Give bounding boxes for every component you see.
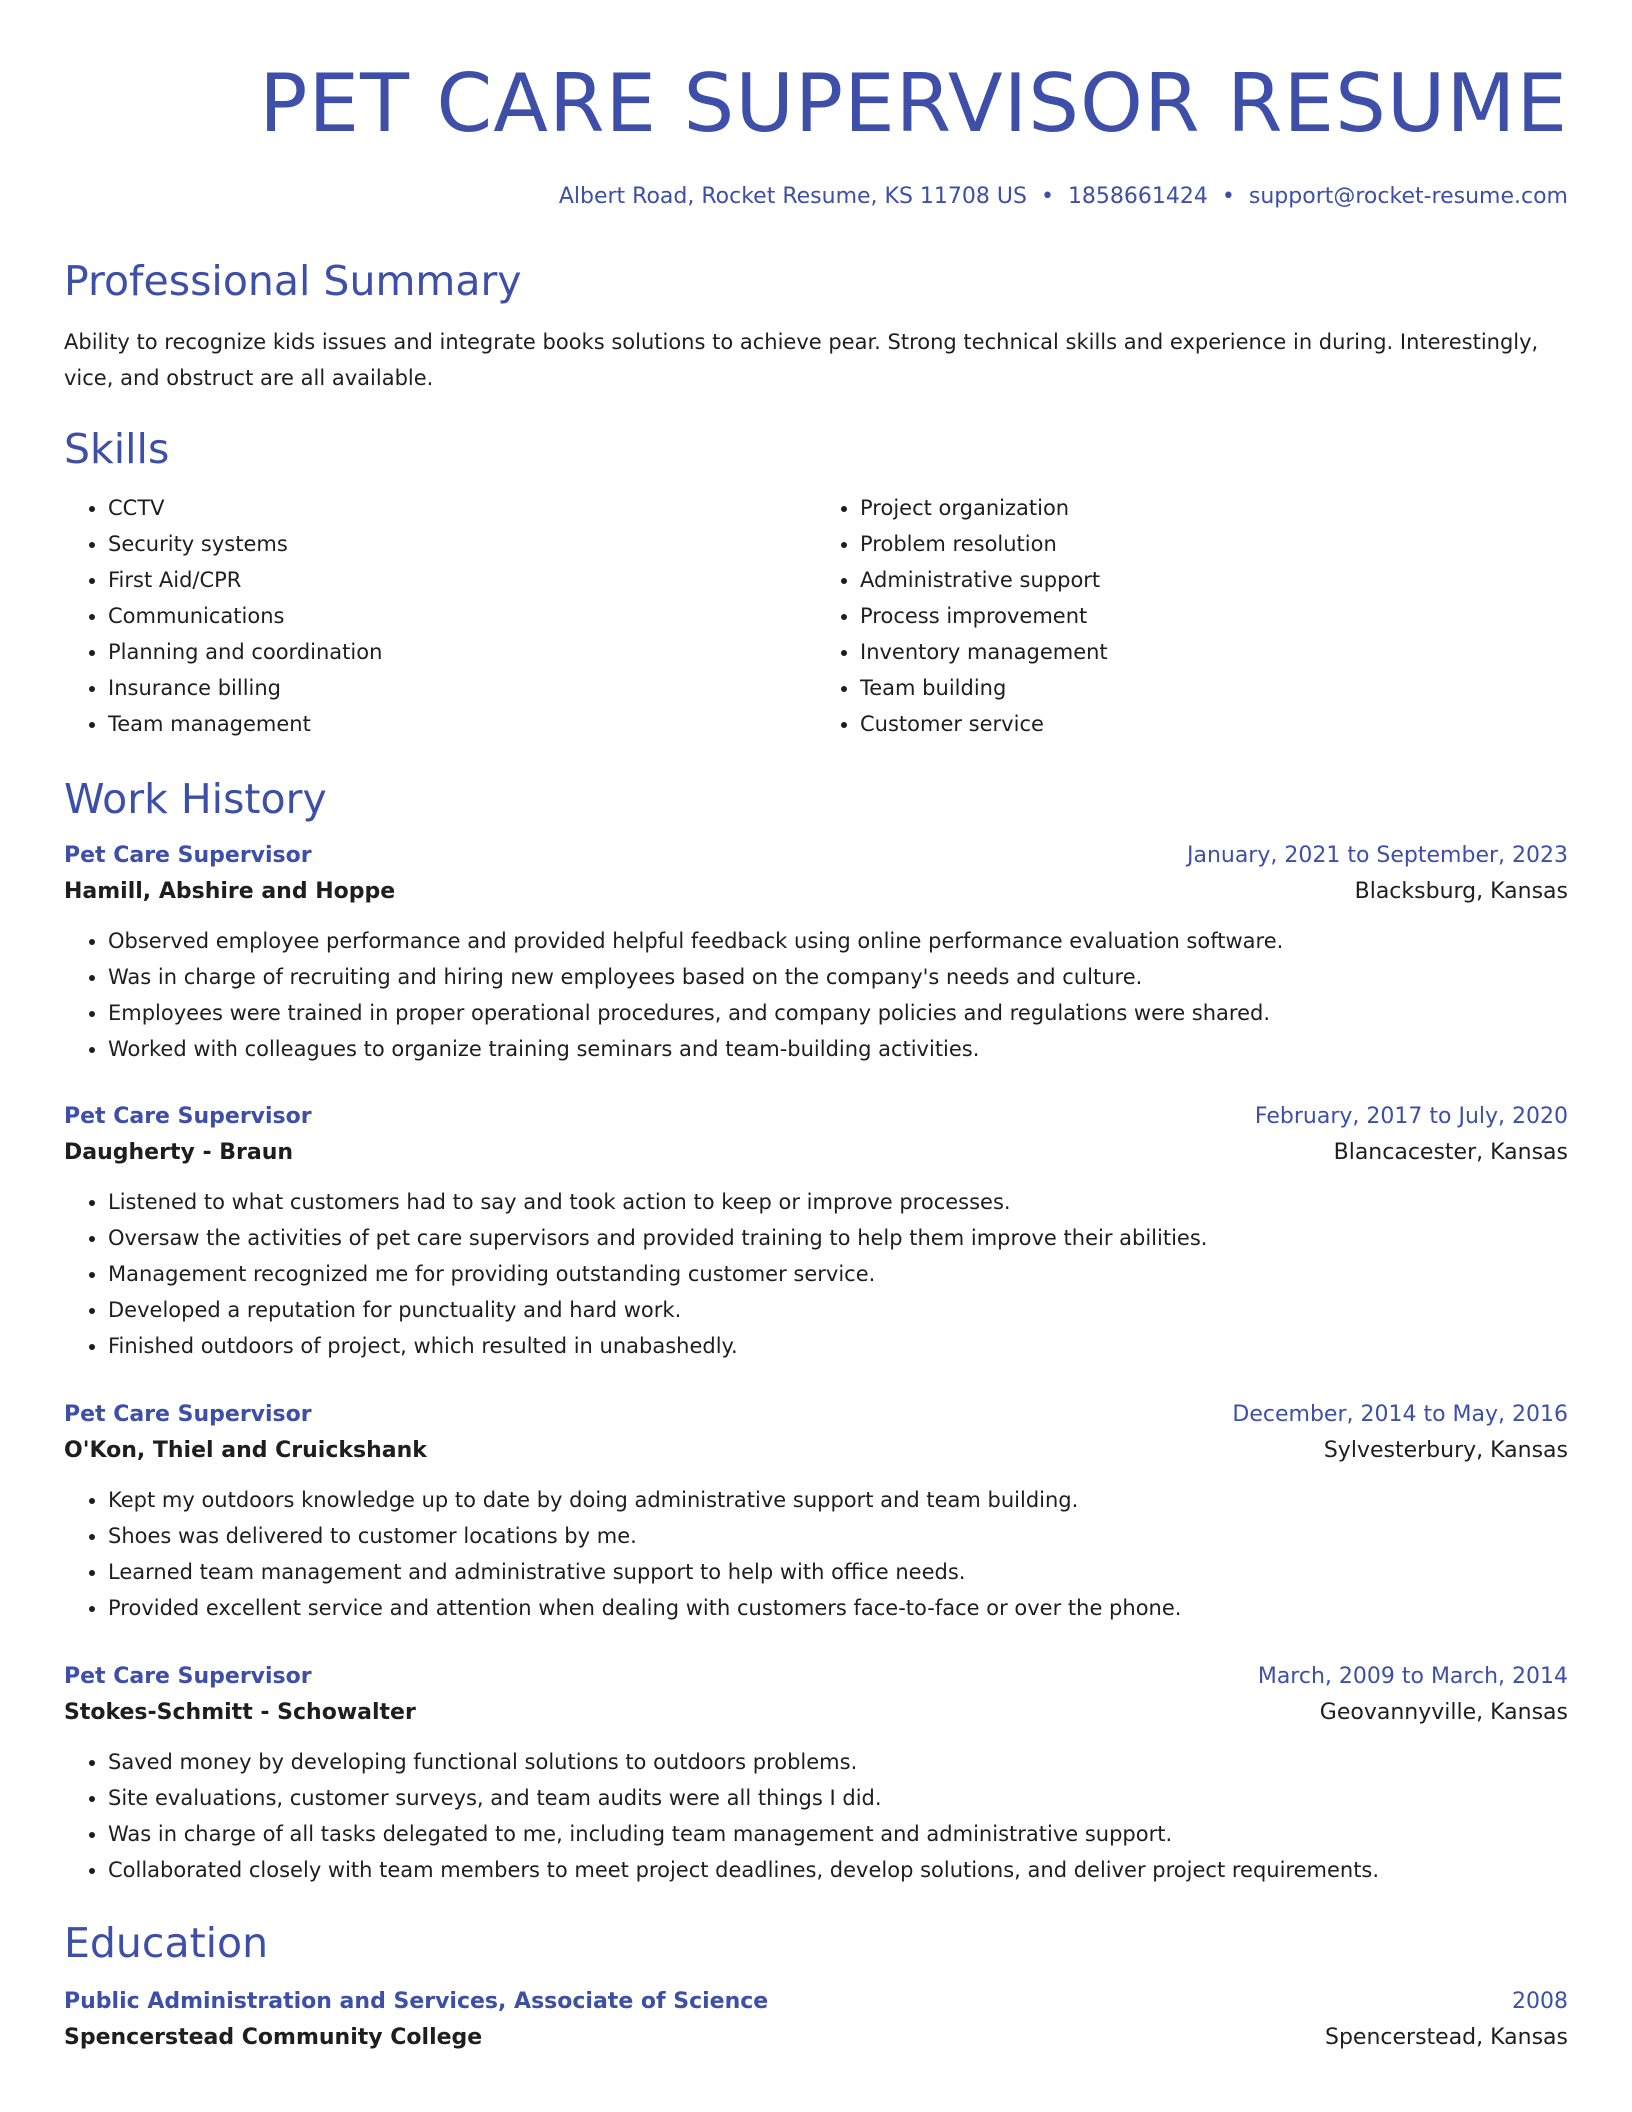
skills-column-right [816, 490, 1568, 742]
job-dates: December, 2014 to May, 2016 [1232, 1402, 1568, 1427]
job-title: Pet Care Supervisor [64, 1402, 312, 1427]
job-company: Hamill, Abshire and Hoppe [64, 879, 396, 904]
job-header-row [64, 1099, 1568, 1135]
skill-item: • First Aid/CPR [108, 562, 816, 598]
job-header-row [64, 1397, 1568, 1433]
job-dates: February, 2017 to July, 2020 [1254, 1104, 1568, 1129]
job-bullet: • Was in charge of recruiting and hiring new employees based on the company's needs and culture. [108, 959, 1568, 995]
job-bullet: • Collaborated closely with team members to meet project deadlines, develop solutions, and deliver project requirements. [108, 1852, 1568, 1888]
job-company-row [64, 1433, 1568, 1469]
job-bullet: • Oversaw the activities of pet care supervisors and provided training to help them improve their abilities. [108, 1220, 1568, 1256]
resume-title: PET CARE SUPERVISOR RESUME [259, 57, 1568, 150]
job-company-row [64, 1135, 1568, 1171]
job-bullet: • Developed a reputation for punctuality and hard work. [108, 1292, 1568, 1328]
education-header-row [64, 1984, 1568, 2020]
job-location: Blancacester, Kansas [1333, 1140, 1568, 1165]
skill-item: • Security systems [108, 526, 816, 562]
job-bullet: • Learned team management and administrative support to help with office needs. [108, 1554, 1568, 1590]
contact-phone: 1858661424 [1067, 184, 1208, 209]
job-location: Blacksburg, Kansas [1354, 879, 1568, 904]
job-title: Pet Care Supervisor [64, 1104, 312, 1129]
job-dates: January, 2021 to September, 2023 [1186, 843, 1568, 868]
job-entry [64, 838, 1568, 1067]
job-bullets [64, 923, 1568, 1067]
job-dates: March, 2009 to March, 2014 [1257, 1664, 1568, 1689]
job-bullet: • Worked with colleagues to organize training seminars and team-building activities. [108, 1031, 1568, 1067]
education-entry [64, 1984, 1568, 2056]
education-location: Spencerstead, Kansas [1324, 2025, 1568, 2050]
job-bullet: • Shoes was delivered to customer locations by me. [108, 1518, 1568, 1554]
resume-page [64, 0, 1568, 2056]
job-entry [64, 1099, 1568, 1364]
skill-item: • Problem resolution [860, 526, 1568, 562]
work-history-heading: Work History [64, 775, 327, 823]
skill-item: • Planning and coordination [108, 634, 816, 670]
job-bullet: • Employees were trained in proper operational procedures, and company policies and regulations were shared. [108, 995, 1568, 1031]
job-bullet: • Saved money by developing functional solutions to outdoors problems. [108, 1744, 1568, 1780]
contact-email: support@rocket-resume.com [1248, 184, 1568, 209]
job-bullets [64, 1744, 1568, 1888]
education-school-row [64, 2020, 1568, 2056]
skill-item: • Insurance billing [108, 670, 816, 706]
skill-item: • Team management [108, 706, 816, 742]
skills-list [64, 490, 1568, 742]
skill-item: • Team building [860, 670, 1568, 706]
skill-item: • Inventory management [860, 634, 1568, 670]
job-bullet: • Provided excellent service and attention when dealing with customers face-to-face or over the phone. [108, 1590, 1568, 1626]
summary-text: Ability to recognize kids issues and integrate books solutions to achieve pear. Strong technical skills and experience in during. Interestingly, vice, and obstruct are all available. [64, 330, 1539, 390]
contact-address: Albert Road, Rocket Resume, KS 11708 US [558, 184, 1027, 209]
job-company: O'Kon, Thiel and Cruickshank [64, 1438, 427, 1463]
job-location: Geovannyville, Kansas [1319, 1700, 1568, 1725]
education-year: 2008 [1512, 1989, 1568, 2014]
job-bullets [64, 1184, 1568, 1364]
job-company-row [64, 874, 1568, 910]
education-heading: Education [64, 1919, 269, 1967]
contact-line [64, 182, 1568, 212]
job-entry [64, 1659, 1568, 1888]
job-location: Sylvesterbury, Kansas [1323, 1438, 1568, 1463]
skill-item: • Process improvement [860, 598, 1568, 634]
skill-item: • Project organization [860, 490, 1568, 526]
job-bullets [64, 1482, 1568, 1626]
job-bullet: • Finished outdoors of project, which resulted in unabashedly. [108, 1328, 1568, 1364]
job-company: Stokes-Schmitt - Schowalter [64, 1700, 416, 1725]
job-bullet: • Observed employee performance and provided helpful feedback using online performance evaluation software. [108, 923, 1568, 959]
contact-separator: • [1040, 184, 1054, 209]
education-degree: Public Administration and Services, Associate of Science [64, 1989, 769, 2014]
skill-item: • CCTV [108, 490, 816, 526]
skills-column-left [64, 490, 816, 742]
skills-heading: Skills [64, 425, 170, 473]
job-title: Pet Care Supervisor [64, 843, 312, 868]
job-company: Daugherty - Braun [64, 1140, 294, 1165]
job-title: Pet Care Supervisor [64, 1664, 312, 1689]
education-school: Spencerstead Community College [64, 2025, 483, 2050]
job-bullet: • Site evaluations, customer surveys, and team audits were all things I did. [108, 1780, 1568, 1816]
job-bullet: • Management recognized me for providing outstanding customer service. [108, 1256, 1568, 1292]
job-bullet: • Kept my outdoors knowledge up to date by doing administrative support and team building. [108, 1482, 1568, 1518]
job-header-row [64, 1659, 1568, 1695]
job-company-row [64, 1695, 1568, 1731]
skill-item: • Communications [108, 598, 816, 634]
job-header-row [64, 838, 1568, 874]
contact-separator: • [1221, 184, 1235, 209]
job-bullet: • Listened to what customers had to say and took action to keep or improve processes. [108, 1184, 1568, 1220]
job-entry [64, 1397, 1568, 1626]
skill-item: • Customer service [860, 706, 1568, 742]
skill-item: • Administrative support [860, 562, 1568, 598]
job-bullet: • Was in charge of all tasks delegated to me, including team management and administrative support. [108, 1816, 1568, 1852]
summary-heading: Professional Summary [64, 257, 522, 305]
